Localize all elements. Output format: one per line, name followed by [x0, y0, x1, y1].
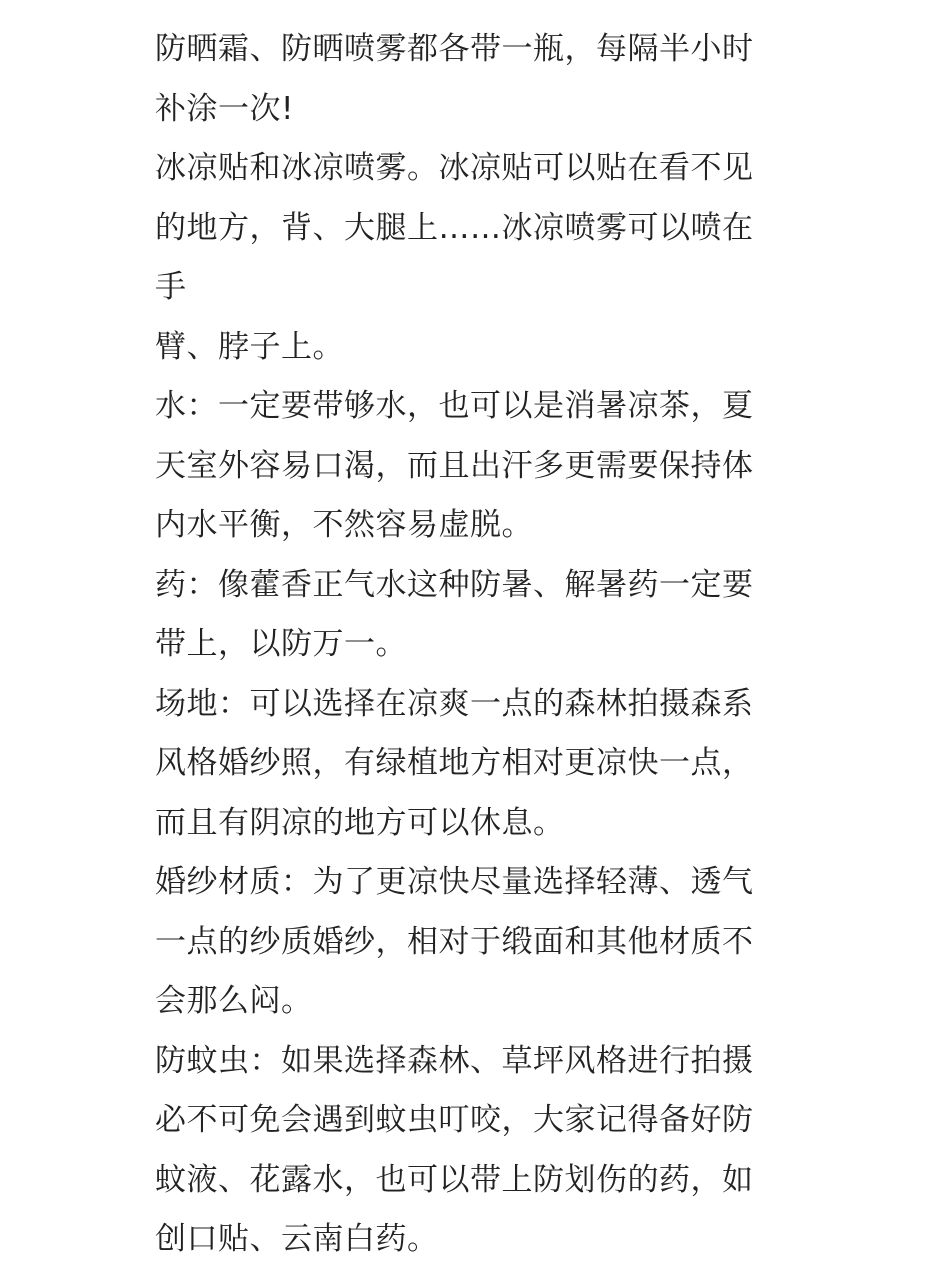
paragraph-cooling-patch: 冰凉贴和冰凉喷雾。冰凉贴可以贴在看不见 的地方，背、大腿上……冰凉喷雾可以喷在手 臂、脖子上。	[155, 150, 754, 365]
paragraph-dress-material: 婚纱材质：为了更凉快尽量选择轻薄、透气 一点的纱质婚纱，相对于缎面和其他材质不 会那么闷。	[155, 864, 754, 1019]
paragraph-water: 水：一定要带够水，也可以是消暑凉茶，夏 天室外容易口渴，而且出汗多更需要保持体 内水平衡，不然容易虚脱。	[155, 388, 754, 543]
paragraph-mosquito: 防蚊虫：如果选择森林、草坪风格进行拍摄 必不可免会遇到蚊虫叮咬，大家记得备好防 蚊液、花露水，也可以带上防划伤的药，如 创口贴、云南白药。	[155, 1042, 754, 1257]
paragraph-sunscreen: 防晒霜、防晒喷雾都各带一瓶，每隔半小时 补涂一次!	[155, 31, 754, 127]
article-body	[155, 20, 780, 1270]
paragraph-medicine: 药：像藿香正气水这种防暑、解暑药一定要 带上，以防万一。	[155, 566, 754, 662]
paragraph-venue: 场地：可以选择在凉爽一点的森林拍摄森系 风格婚纱照，有绿植地方相对更凉快一点， 而且有阴凉的地方可以休息。	[155, 685, 754, 841]
